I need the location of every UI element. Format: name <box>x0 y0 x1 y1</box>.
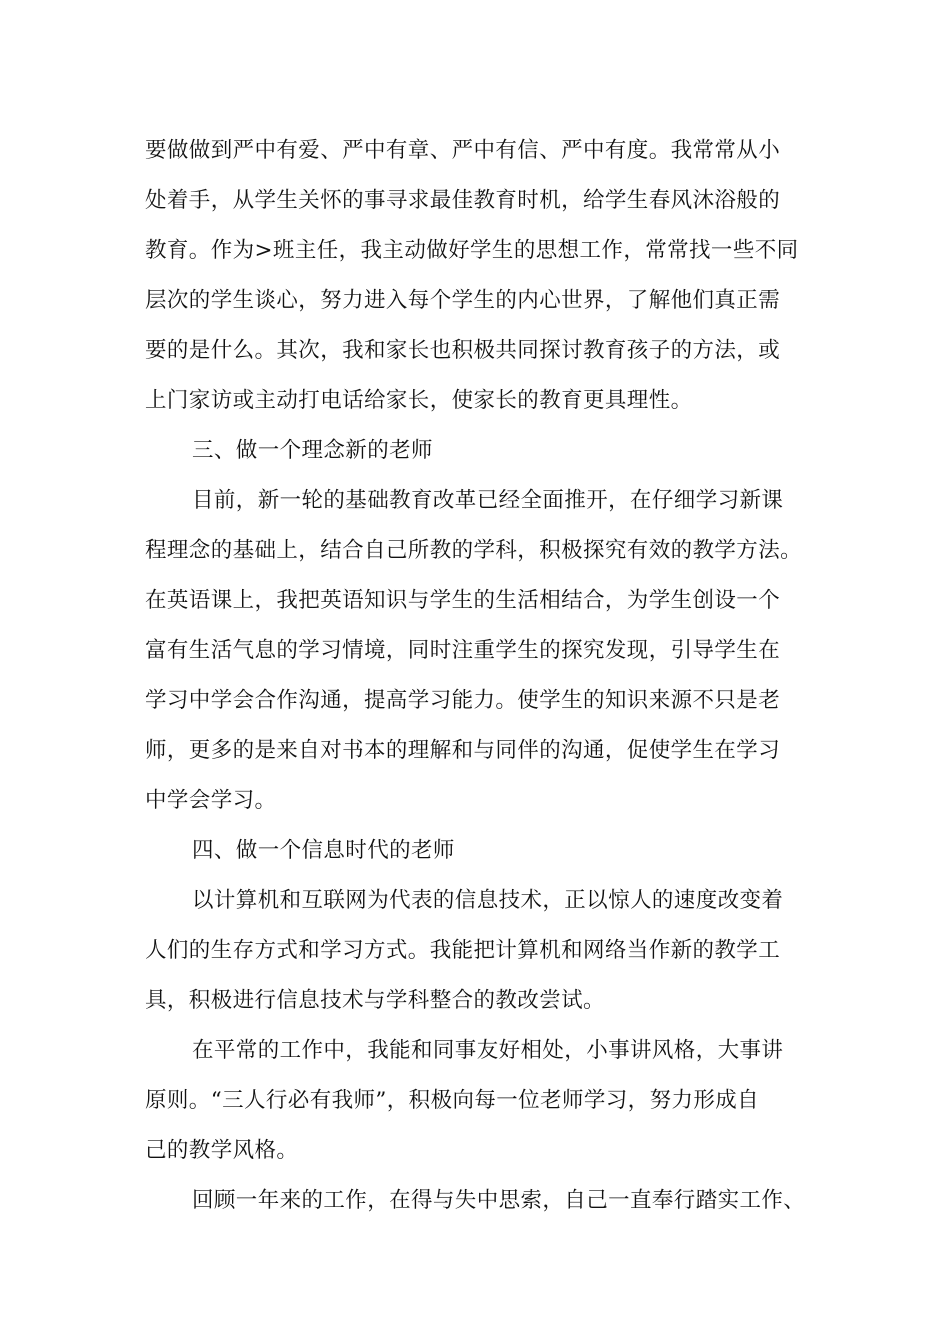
paragraph-line: 要的是什么。其次，我和家长也积极共同探讨教育孩子的方法，或 <box>145 338 781 363</box>
paragraph-line: 在平常的工作中，我能和同事友好相处，小事讲风格，大事讲 <box>192 1038 784 1063</box>
paragraph-line: 具，积极进行信息技术与学科整合的教改尝试。 <box>145 988 605 1013</box>
paragraph-line: 人们的生存方式和学习方式。我能把计算机和网络当作新的教学工 <box>145 938 781 963</box>
paragraph-line: 目前，新一轮的基础教育改革已经全面推开，在仔细学习新课 <box>192 488 784 513</box>
paragraph-line: 层次的学生谈心，努力进入每个学生的内心世界，了解他们真正需 <box>145 288 781 313</box>
paragraph-line: 教育。作为>班主任，我主动做好学生的思想工作，常常找一些不同 <box>145 238 799 263</box>
paragraph-line: 处着手，从学生关怀的事寻求最佳教育时机，给学生春风沐浴般的 <box>145 188 781 213</box>
paragraph-line: 在英语课上，我把英语知识与学生的生活相结合，为学生创设一个 <box>145 588 781 613</box>
paragraph-line: 上门家访或主动打电话给家长，使家长的教育更具理性。 <box>145 388 693 413</box>
paragraph-line: 学习中学会合作沟通，提高学习能力。使学生的知识来源不只是老 <box>145 688 781 713</box>
paragraph-line: 己的教学风格。 <box>145 1138 299 1163</box>
paragraph-line: 程理念的基础上，结合自己所教的学科，积极探究有效的教学方法。 <box>145 538 803 563</box>
section-heading: 四、做一个信息时代的老师 <box>192 838 455 863</box>
paragraph-line: 要做做到严中有爱、严中有章、严中有信、严中有度。我常常从小 <box>145 138 781 163</box>
paragraph-line: 师，更多的是来自对书本的理解和与同伴的沟通，促使学生在学习 <box>145 738 781 763</box>
paragraph-line: 中学会学习。 <box>145 788 277 813</box>
paragraph-line: 富有生活气息的学习情境，同时注重学生的探究发现，引导学生在 <box>145 638 781 663</box>
paragraph-line: 以计算机和互联网为代表的信息技术，正以惊人的速度改变着 <box>192 888 784 913</box>
paragraph-line: 原则。“三人行必有我师”，积极向每一位老师学习，努力形成自 <box>145 1088 760 1113</box>
paragraph-line: 回顾一年来的工作，在得与失中思索，自己一直奉行踏实工作、 <box>192 1188 806 1213</box>
section-heading: 三、做一个理念新的老师 <box>192 438 433 463</box>
